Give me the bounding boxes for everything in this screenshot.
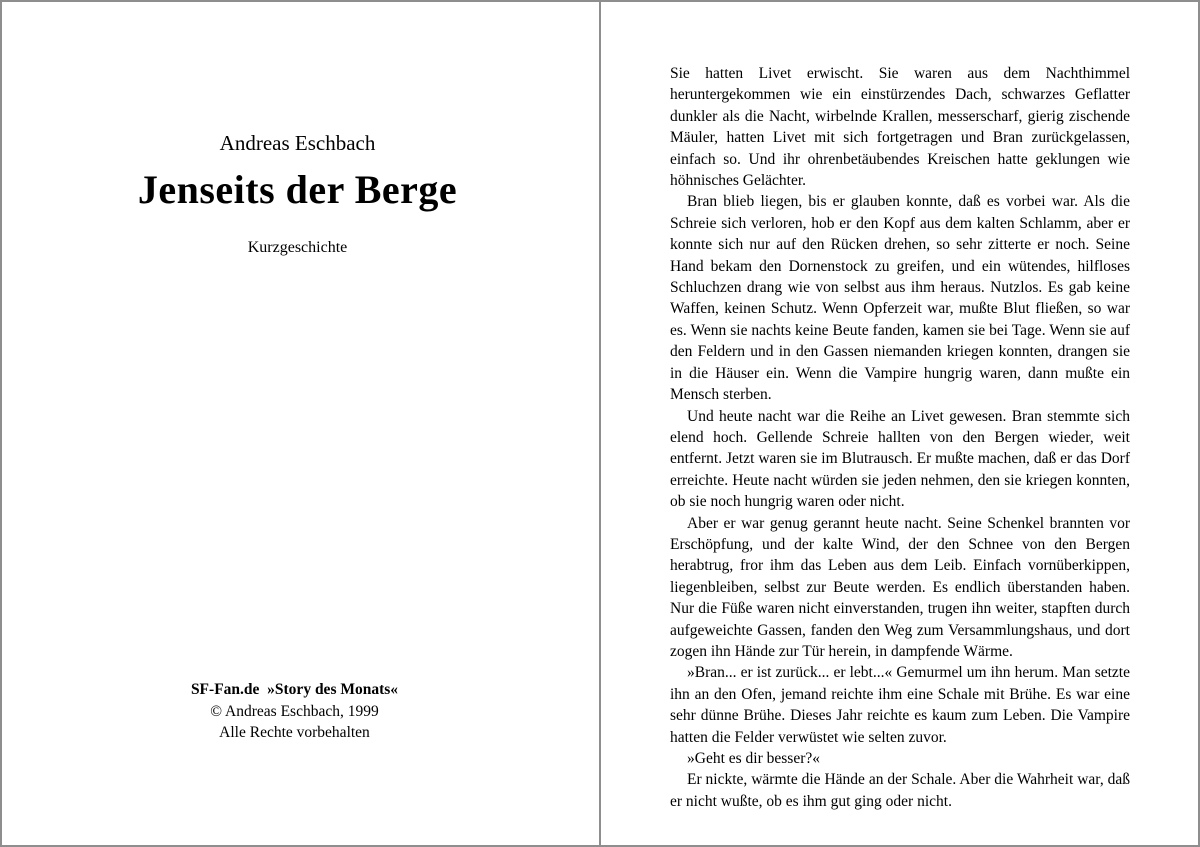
title-block (2, 131, 593, 257)
story-text-column (670, 63, 1130, 812)
imprint-block (2, 679, 587, 744)
author-name: Andreas Eschbach (219, 131, 376, 155)
story-paragraph: Sie hatten Livet erwischt. Sie waren aus dem Nachthimmel heruntergekommen wie ein einstürzendes Dach, schwarzes Geflatter dunkler als die Nacht, wirbelnde Krallen, messerscharf, gierig zischende Mäuler, hatten Livet mit sich fortgetragen und Bran zurückgelassen, einfach so. Und ihr ohrenbetäubendes Kreischen hatte geklungen wie höhnisches Gelächter. (670, 65, 1130, 190)
story-paragraph: Er nickte, wärmte die Hände an der Schale. Aber die Wahrheit war, daß er nicht wußte, ob es ihm gut ging oder nicht. (670, 771, 1130, 810)
story-paragraph: »Geht es dir besser?« (687, 750, 820, 767)
genre-label: Kurzgeschichte (247, 239, 348, 256)
story-title: Jenseits der Berge (137, 167, 458, 212)
imprint-source: SF-Fan.de »Story des Monats« (190, 681, 399, 698)
two-page-spread (2, 2, 1198, 845)
story-paragraph: Und heute nacht war die Reihe an Livet gewesen. Bran stemmte sich elend hoch. Gellende Schreie hallten von den Bergen wieder, weit entfernt. Jetzt waren sie im Blutrausch. Er mußte machen, daß er das Dorf erreichte. Heute nacht würden sie jeden nehmen, den sie kriegen konnten, ob sie noch hungrig waren oder nicht. (670, 407, 1130, 511)
story-paragraph: »Bran... er ist zurück... er lebt...« Gemurmel um ihn herum. Man setzte ihn an den Ofen, jemand reichte ihm eine Schale mit Brühe. Es war eine sehr dünne Brühe. Dieses Jahr reichte es kaum zum Leben. Die Vampire hatten die Felder verwüstet wie selten zuvor. (670, 664, 1130, 746)
imprint-rights: Alle Rechte vorbehalten (219, 724, 370, 741)
text-page (601, 2, 1198, 845)
title-page (2, 2, 601, 845)
story-paragraph: Aber er war genug gerannt heute nacht. Seine Schenkel brannten vor Erschöpfung, und der kalte Wind, der den Schnee von den Bergen herabtrug, fror ihm das Leben aus dem Leib. Einfach vornüberkippen, liegenbleiben, selbst zur Beute werden. Es endlich überstanden haben. Nur die Füße waren nicht einverstanden, trugen ihn weiter, stapften durch aufgeweichte Gassen, fanden den Weg zum Versammlungshaus, und dort zogen ihn Hände zur Tür herein, in dampfende Wärme. (670, 514, 1130, 660)
imprint-copyright: © Andreas Eschbach, 1999 (210, 702, 379, 720)
story-paragraph: Bran blieb liegen, bis er glauben konnte, daß es vorbei war. Als die Schreie sich verloren, hob er den Kopf aus dem kalten Schlamm, aber er konnte sich nur auf den Rücken drehen, so sehr zitterte er noch. Seine Hand bekam den Dornenstock zu greifen, und ein wütendes, hilfloses Schluchzen drang wie von selbst aus ihm heraus. Nutzlos. Es gab keine Waffen, keinen Schutz. Wenn Opferzeit war, mußte Blut fließen, so war es. Wenn sie nachts keine Beute fanden, kamen sie bei Tage. Wenn sie auf den Feldern und in den Gassen niemanden kriegen konnten, drangen sie in die Häuser ein. Wenn die Vampire hungrig waren, dann mußte ein Mensch sterben. (670, 193, 1130, 404)
